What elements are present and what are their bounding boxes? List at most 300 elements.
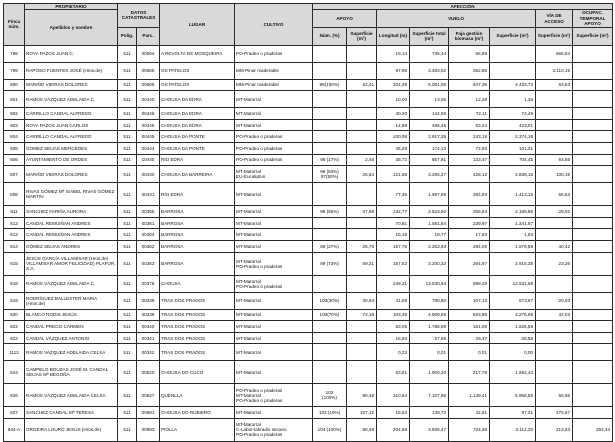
cell-cultivo: MT-Matorral — [235, 217, 313, 229]
table-row — [4, 154, 613, 166]
cell-finca: 803 — [4, 119, 25, 131]
col-ocupac-sup: Superficie (m²) — [573, 27, 613, 45]
cell-vuelo-sup: 2.915,35 — [490, 252, 536, 275]
cell-nombre: NOYA PAZOS JUAN C. — [25, 45, 118, 62]
cell-vuelo-sup: 0,00 — [490, 344, 536, 361]
cell-polig: 511 — [118, 275, 137, 292]
cell-cultivo: PO-Pradeo o praderas — [235, 143, 313, 155]
cell-num: 96 (17%) — [313, 154, 347, 166]
col-vuelo-sup: Superficie (m²) — [490, 27, 536, 45]
table-row — [4, 407, 613, 419]
cell-cultivo: MM-Pinar maderable — [235, 79, 313, 91]
cell-nombre: NOYA PAZOS JUAN CARLOS — [25, 119, 118, 131]
cell-via-sup — [536, 321, 573, 333]
cell-parc: 00566 — [137, 79, 160, 91]
cell-num — [313, 344, 347, 361]
cell-ocupac-sup — [573, 62, 613, 79]
cell-faja: 352,86 — [449, 62, 490, 79]
cell-longitud: 204,69 — [377, 418, 410, 441]
cell-lugar: CHOUSA DA EDRA — [160, 91, 235, 108]
cell-longitud: 103,35 — [377, 309, 410, 321]
cell-parc: 00445 — [137, 119, 160, 131]
cell-parc: 00627 — [137, 384, 160, 407]
cell-num: 104 (100%) — [313, 418, 347, 441]
cell-sup-total: 3.200,32 — [410, 252, 449, 275]
cell-polig: 511 — [118, 79, 137, 91]
cell-vuelo-sup: 423,01 — [490, 119, 536, 131]
cell-polig: 511 — [118, 62, 137, 79]
cell-finca: 818 — [4, 275, 25, 292]
cell-vuelo-sup: 4.433,72 — [490, 79, 536, 91]
cell-apoyo-sup: 86,49 — [347, 384, 377, 407]
cell-finca: 800 — [4, 79, 25, 91]
cell-via-sup — [536, 108, 573, 120]
table-row — [4, 361, 613, 384]
cell-sup-total: 1.786,69 — [410, 321, 449, 333]
cell-polig: 511 — [118, 292, 137, 309]
cell-lugar: BARROSA — [160, 217, 235, 229]
cell-longitud: 77,35 — [377, 183, 410, 206]
cell-sup-total: 139,72 — [410, 407, 449, 419]
cell-nombre: BLANCO RODIS JESÚS — [25, 309, 118, 321]
table-row — [4, 321, 613, 333]
cell-parc: 00430 — [137, 166, 160, 183]
cell-faja: 1.149,41 — [449, 384, 490, 407]
cell-faja: 284,83 — [449, 183, 490, 206]
cell-apoyo-sup: 62,41 — [347, 79, 377, 91]
cell-num — [313, 361, 347, 384]
cell-lugar: TRAS DOS PRADOS — [160, 292, 235, 309]
table-row — [4, 252, 613, 275]
table-row — [4, 240, 613, 252]
cell-sup-total: 485,45 — [410, 119, 449, 131]
col-datos: DATOS CATASTRALES — [118, 4, 160, 28]
table-row — [4, 62, 613, 79]
cell-apoyo-sup — [347, 361, 377, 384]
cell-finca: 811 — [4, 206, 25, 218]
cell-faja: 66,89 — [449, 45, 490, 62]
cell-polig: 511 — [118, 407, 137, 419]
cell-via-sup: 64,65 — [536, 154, 573, 166]
cell-apoyo-sup: 25,64 — [347, 166, 377, 183]
cell-faja: 647,36 — [449, 79, 490, 91]
cell-longitud: 16,53 — [377, 407, 410, 419]
cell-polig: 511 — [118, 332, 137, 344]
cell-faja: 899,25 — [449, 275, 490, 292]
cell-finca: 826 — [4, 384, 25, 407]
cell-ocupac-sup — [573, 166, 613, 183]
cell-polig: 511 — [118, 108, 137, 120]
cell-vuelo-sup: 28,58 — [490, 332, 536, 344]
col-sup-total: Superficie total (m²) — [410, 27, 449, 45]
cell-finca: 823 — [4, 332, 25, 344]
cell-parc: 00581 — [137, 407, 160, 419]
table-body — [4, 45, 613, 441]
cell-finca: 808 — [4, 183, 25, 206]
cell-via-sup — [536, 131, 573, 143]
cell-lugar: OS PATELOS — [160, 79, 235, 91]
cell-cultivo: MT-Matorral — [235, 206, 313, 218]
cell-faja: 161,09 — [449, 321, 490, 333]
cell-lugar: A REVOLTA DE MOSQUEIRA — [160, 45, 235, 62]
cell-polig: 511 — [118, 252, 137, 275]
cell-ocupac-sup — [573, 229, 613, 241]
table-row — [4, 229, 613, 241]
cell-ocupac-sup — [573, 275, 613, 292]
table-row — [4, 309, 613, 321]
cell-cultivo: MT-Matorral — [235, 240, 313, 252]
table-row — [4, 45, 613, 62]
col-polig: Polig. — [118, 27, 137, 45]
cell-ocupac-sup — [573, 309, 613, 321]
cell-parc: 00339 — [137, 309, 160, 321]
cell-polig: 511 — [118, 309, 137, 321]
cell-vuelo-sup — [490, 45, 536, 62]
cell-faja: 12,28 — [449, 91, 490, 108]
cell-faja: 633,86 — [449, 309, 490, 321]
cell-sup-total: 3.836,47 — [410, 418, 449, 441]
cell-sup-total: 13.530,94 — [410, 275, 449, 292]
cell-longitud: 15,18 — [377, 229, 410, 241]
cell-sup-total: 1.697,96 — [410, 183, 449, 206]
table-row — [4, 108, 613, 120]
cell-sup-total: 4.909,55 — [410, 309, 449, 321]
col-lugar: LUGAR — [160, 4, 235, 46]
cell-polig: 511 — [118, 119, 137, 131]
table-row — [4, 206, 613, 218]
cell-num: 95(100%) — [313, 79, 347, 91]
cell-num — [313, 332, 347, 344]
cell-ocupac-sup — [573, 361, 613, 384]
cell-vuelo-sup: 2.168,86 — [490, 206, 536, 218]
cell-polig: 511 — [118, 418, 137, 441]
cell-lugar: CHOUSA DA EDRA — [160, 119, 235, 131]
cell-longitud: 249,31 — [377, 275, 410, 292]
cell-parc: 00440 — [137, 91, 160, 108]
cell-vuelo-sup: 3.112,20 — [490, 418, 536, 441]
cell-sup-total: 3.483,02 — [410, 62, 449, 79]
cell-finca: 807 — [4, 166, 25, 183]
cell-sup-total: 2.523,50 — [410, 206, 449, 218]
cell-sup-total: 174,13 — [410, 143, 449, 155]
cell-lugar: QUENLLA — [160, 384, 235, 407]
cell-lugar: TRAS DOS PRADOS — [160, 309, 235, 321]
col-num: Núm. (%) — [313, 27, 347, 45]
cell-faja: 29,37 — [449, 332, 490, 344]
cell-nombre: RAMOS VAZQUEZ ADELAIDA CELSA — [25, 344, 118, 361]
cell-cultivo: PO-Pradeo o praderas — [235, 45, 313, 62]
cell-apoyo-sup — [347, 321, 377, 333]
cell-num: 89 (27%) — [313, 240, 347, 252]
cell-nombre: JESÚS GARCÍA VILLAMISAR (Hros.de) VILLAMISAR AMOR FELICIDAD) PLAFOR, S.A. — [25, 252, 118, 275]
cell-cultivo: PO-Pradeo o praderas MT-Matorral PO-Pradeo o praderas — [235, 384, 313, 407]
cell-polig: 511 — [118, 321, 137, 333]
cell-faja: 217,78 — [449, 361, 490, 384]
col-longitud: Longitud (m) — [377, 27, 410, 45]
col-apellidos: Apellidos y nombre — [25, 10, 118, 45]
cell-lugar: RÍO EDRA — [160, 154, 235, 166]
col-vuelo: VUELO — [377, 10, 536, 27]
cell-lugar: CHOUSA — [160, 275, 235, 292]
cell-cultivo: MT-Matorral C-Labor-labradio secano PO-Pradeo o praderas — [235, 418, 313, 441]
cell-faja: 17,93 — [449, 229, 490, 241]
cell-parc: 00362 — [137, 240, 160, 252]
cell-faja: 72,11 — [449, 108, 490, 120]
cell-apoyo-sup: 37,98 — [347, 206, 377, 218]
cell-finca: 827 — [4, 407, 25, 419]
cell-longitud: 41,59 — [377, 292, 410, 309]
cell-vuelo-sup: 1.413,15 — [490, 183, 536, 206]
table-row — [4, 384, 613, 407]
cell-apoyo-sup — [347, 108, 377, 120]
col-via: VÍA DE ACCESO — [536, 10, 573, 27]
cell-sup-total: 7.107,96 — [410, 384, 449, 407]
cell-longitud: 19,14 — [377, 45, 410, 62]
cell-ocupac-sup — [573, 292, 613, 309]
cell-faja: 243,19 — [449, 131, 490, 143]
col-afeccion: AFECCIÓN — [313, 4, 613, 10]
col-faja: Faja gestión biomasa (m²) — [449, 27, 490, 45]
table-row — [4, 91, 613, 108]
cell-vuelo-sup: 2.374,16 — [490, 131, 536, 143]
col-propietario: PROPIETARIO — [25, 4, 118, 10]
cell-longitud: 310,64 — [377, 384, 410, 407]
cell-finca: 798 — [4, 45, 25, 62]
cell-apoyo-sup: 2,46 — [347, 154, 377, 166]
cell-cultivo: MM-Pinar maderable — [235, 62, 313, 79]
cell-vuelo-sup: 1.625,59 — [490, 321, 536, 333]
cell-lugar: TRAS DOS PRADOS — [160, 321, 235, 333]
cell-vuelo-sup: 704,45 — [490, 154, 536, 166]
cell-sup-total: 1.581,84 — [410, 217, 449, 229]
cell-apoyo-sup — [347, 131, 377, 143]
cell-polig: 511 — [118, 131, 137, 143]
cell-lugar: CHOUSA DO CUCO — [160, 361, 235, 384]
cell-ocupac-sup — [573, 332, 613, 344]
cell-lugar: TRAS DOS PRADOS — [160, 344, 235, 361]
cell-apoyo-sup: 69,31 — [347, 252, 377, 275]
cell-sup-total: 13,05 — [410, 91, 449, 108]
cell-faja: 284,97 — [449, 252, 490, 275]
cell-vuelo-sup: 1,84 — [490, 229, 536, 241]
cell-ocupac-sup — [573, 252, 613, 275]
cell-polig: 511 — [118, 183, 137, 206]
cell-cultivo: MT-Matorral — [235, 309, 313, 321]
cell-faja: 63,44 — [449, 119, 490, 131]
cell-sup-total: 857,91 — [410, 154, 449, 166]
cell-parc: 00363 — [137, 252, 160, 275]
table-row — [4, 418, 613, 441]
cell-lugar: CHOUSA DA PONTE — [160, 143, 235, 155]
cell-parc: 00444 — [137, 143, 160, 155]
cell-finca: 822 — [4, 321, 25, 333]
cell-lugar: BARROSA — [160, 229, 235, 241]
cell-apoyo-sup — [347, 119, 377, 131]
col-parc: Parc. — [137, 27, 160, 45]
cell-finca: 801 — [4, 91, 25, 108]
cell-lugar: OS PATELOS — [160, 62, 235, 79]
cell-nombre: RIVAS GÓMEZ Mª ISABEL RIVAS GÓMEZ MARTIN — [25, 183, 118, 206]
cell-parc: 00361 — [137, 217, 160, 229]
cell-ocupac-sup — [573, 344, 613, 361]
cell-vuelo-sup: 101,21 — [490, 143, 536, 155]
cell-polig: 511 — [118, 384, 137, 407]
cell-num — [313, 119, 347, 131]
cell-via-sup — [536, 217, 573, 229]
cell-nombre: RAMOS VÁZQUEZ ADELAIDA C. — [25, 91, 118, 108]
cell-longitud: 16,93 — [377, 332, 410, 344]
cell-ocupac-sup — [573, 217, 613, 229]
cell-ocupac-sup — [573, 154, 613, 166]
table-row — [4, 79, 613, 91]
cell-vuelo-sup: 1.682,42 — [490, 361, 536, 384]
cell-vuelo-sup: 5.958,55 — [490, 384, 536, 407]
cell-sup-total: 3.266,27 — [410, 166, 449, 183]
table-row — [4, 131, 613, 143]
cell-vuelo-sup: 97,21 — [490, 407, 536, 419]
cell-vuelo-sup — [490, 62, 536, 79]
cell-vuelo-sup: 673,67 — [490, 292, 536, 309]
cell-via-sup: 23,26 — [536, 252, 573, 275]
cell-longitud: 10,00 — [377, 91, 410, 108]
cell-finca: 813 — [4, 229, 25, 241]
cell-num: 103 (10%) — [313, 407, 347, 419]
cell-parc: 00620 — [137, 361, 160, 384]
cell-cultivo: MT-Matorral — [235, 321, 313, 333]
cell-cultivo: MT-Matorral — [235, 229, 313, 241]
cell-finca: 799 — [4, 62, 25, 79]
cell-faja: 107,13 — [449, 292, 490, 309]
cell-lugar: CHOUSA DA PONTE — [160, 131, 235, 143]
cell-nombre: MARIÑO VIEIRAS DOLORES — [25, 166, 118, 183]
table-row — [4, 183, 613, 206]
cell-parc: 00341 — [137, 332, 160, 344]
cell-apoyo-sup — [347, 143, 377, 155]
cell-polig: 511 — [118, 45, 137, 62]
cell-faja: 133,47 — [449, 154, 490, 166]
cell-finca: 824 — [4, 361, 25, 384]
cell-num: 98 (55%) — [313, 206, 347, 218]
cell-via-sup — [536, 275, 573, 292]
affection-table — [3, 3, 613, 442]
col-apoyo-sup: Superficie (m²) — [347, 27, 377, 45]
cell-finca: 804 — [4, 131, 25, 143]
cell-ocupac-sup — [573, 143, 613, 155]
col-ocupac: OCUPAC. TEMPORAL APOYO — [573, 10, 613, 27]
cell-finca: 805 — [4, 143, 25, 155]
cell-num: 102 (100%) — [313, 384, 347, 407]
cell-faja: 0,01 — [449, 344, 490, 361]
cell-parc: 00355 — [137, 206, 160, 218]
table-row — [4, 119, 613, 131]
cell-nombre: GOMEZ SEIJAS MERCEDES — [25, 143, 118, 155]
cell-nombre: RAPOSO FUENTES JOSÉ (Hros.de) — [25, 62, 118, 79]
cell-via-sup — [536, 361, 573, 384]
col-cultivo: CULTIVO — [235, 4, 313, 46]
cell-nombre: RAMOS VÁZQUEZ ADELAIDA CELSA — [25, 384, 118, 407]
cell-num: 96 (83%) 97(50%) — [313, 166, 347, 183]
cell-vuelo-sup: 1.979,88 — [490, 240, 536, 252]
cell-nombre: SANCHEZ CANDAL Mª TERESA — [25, 407, 118, 419]
cell-longitud: 157,53 — [377, 252, 410, 275]
cell-ocupac-sup — [573, 206, 613, 218]
cell-sup-total: 2.617,35 — [410, 131, 449, 143]
cell-sup-total: 0,01 — [410, 344, 449, 361]
cell-cultivo: MT-Matorral — [235, 108, 313, 120]
cell-via-sup: 275,57 — [536, 407, 573, 419]
cell-sup-total: 5.081,08 — [410, 79, 449, 91]
cell-nombre: CARRILLO CANDAL ALFREDO — [25, 131, 118, 143]
cell-via-sup — [536, 332, 573, 344]
cell-via-sup — [536, 344, 573, 361]
cell-ocupac-sup — [573, 321, 613, 333]
cell-sup-total: 1.900,20 — [410, 361, 449, 384]
cell-via-sup: 3.110,16 — [536, 62, 573, 79]
cell-lugar: BARROSA — [160, 252, 235, 275]
cell-finca: 819 — [4, 292, 25, 309]
cell-faja: 239,97 — [449, 217, 490, 229]
cell-parc: 00431 — [137, 183, 160, 206]
cell-num — [313, 217, 347, 229]
cell-cultivo: MT-Matorral — [235, 344, 313, 361]
cell-polig: 511 — [118, 166, 137, 183]
cell-via-sup: 42,03 — [536, 309, 573, 321]
cell-via-sup — [536, 143, 573, 155]
cell-cultivo: MT-Matorral — [235, 407, 313, 419]
cell-num — [313, 229, 347, 241]
cell-num — [313, 321, 347, 333]
col-via-sup: Superficie (m²) — [536, 27, 573, 45]
cell-vuelo-sup: 72,49 — [490, 108, 536, 120]
cell-sup-total: 57,95 — [410, 332, 449, 344]
cell-longitud: 97,96 — [377, 62, 410, 79]
cell-parc: 00983 — [137, 418, 160, 441]
cell-sup-total: 780,80 — [410, 292, 449, 309]
cell-apoyo-sup: 107,12 — [347, 407, 377, 419]
cell-nombre: RAMOS VÁZQUEZ ADELAIDA C. — [25, 275, 118, 292]
cell-nombre: CANDAL REMUIÑAN ANDRES — [25, 217, 118, 229]
cell-cultivo: MT-Matorral EU-Eucaliptus — [235, 166, 313, 183]
cell-lugar: CHOUSA DA EDRA — [160, 108, 235, 120]
cell-nombre: CAMPELO BOUZAS JOSÉ M. CANDAL SEIJAS Mª BEGOÑA — [25, 361, 118, 384]
col-finca: Finca núm. — [4, 4, 25, 46]
cell-ocupac-sup — [573, 183, 613, 206]
cell-vuelo-sup: 1.341,87 — [490, 217, 536, 229]
table-row — [4, 166, 613, 183]
cell-polig: 511 — [118, 154, 137, 166]
cell-via-sup: 63,63 — [536, 79, 573, 91]
cell-nombre: ORGEIRA LOURO JESÚS (Hros.de) — [25, 418, 118, 441]
cell-ocupac-sup — [573, 79, 613, 91]
cell-faja: 724,36 — [449, 418, 490, 441]
cell-longitud: 70,81 — [377, 217, 410, 229]
cell-parc: 00565 — [137, 62, 160, 79]
table-row — [4, 292, 613, 309]
cell-vuelo-sup: 4.275,69 — [490, 309, 536, 321]
cell-faja: 355,84 — [449, 206, 490, 218]
cell-via-sup — [536, 91, 573, 108]
cell-num — [313, 45, 347, 62]
cell-nombre: RODRÍGUEZ BALLESTER MARIA (Hros.de) — [25, 292, 118, 309]
cell-faja: 72,93 — [449, 143, 490, 155]
cell-apoyo-sup — [347, 275, 377, 292]
cell-longitud: 53,05 — [377, 321, 410, 333]
cell-apoyo-sup: 72,18 — [347, 309, 377, 321]
cell-longitud: 45,29 — [377, 143, 410, 155]
cell-parc: 00342 — [137, 344, 160, 361]
cell-num — [313, 275, 347, 292]
cell-nombre: CANDAL PREGO CARMEN — [25, 321, 118, 333]
